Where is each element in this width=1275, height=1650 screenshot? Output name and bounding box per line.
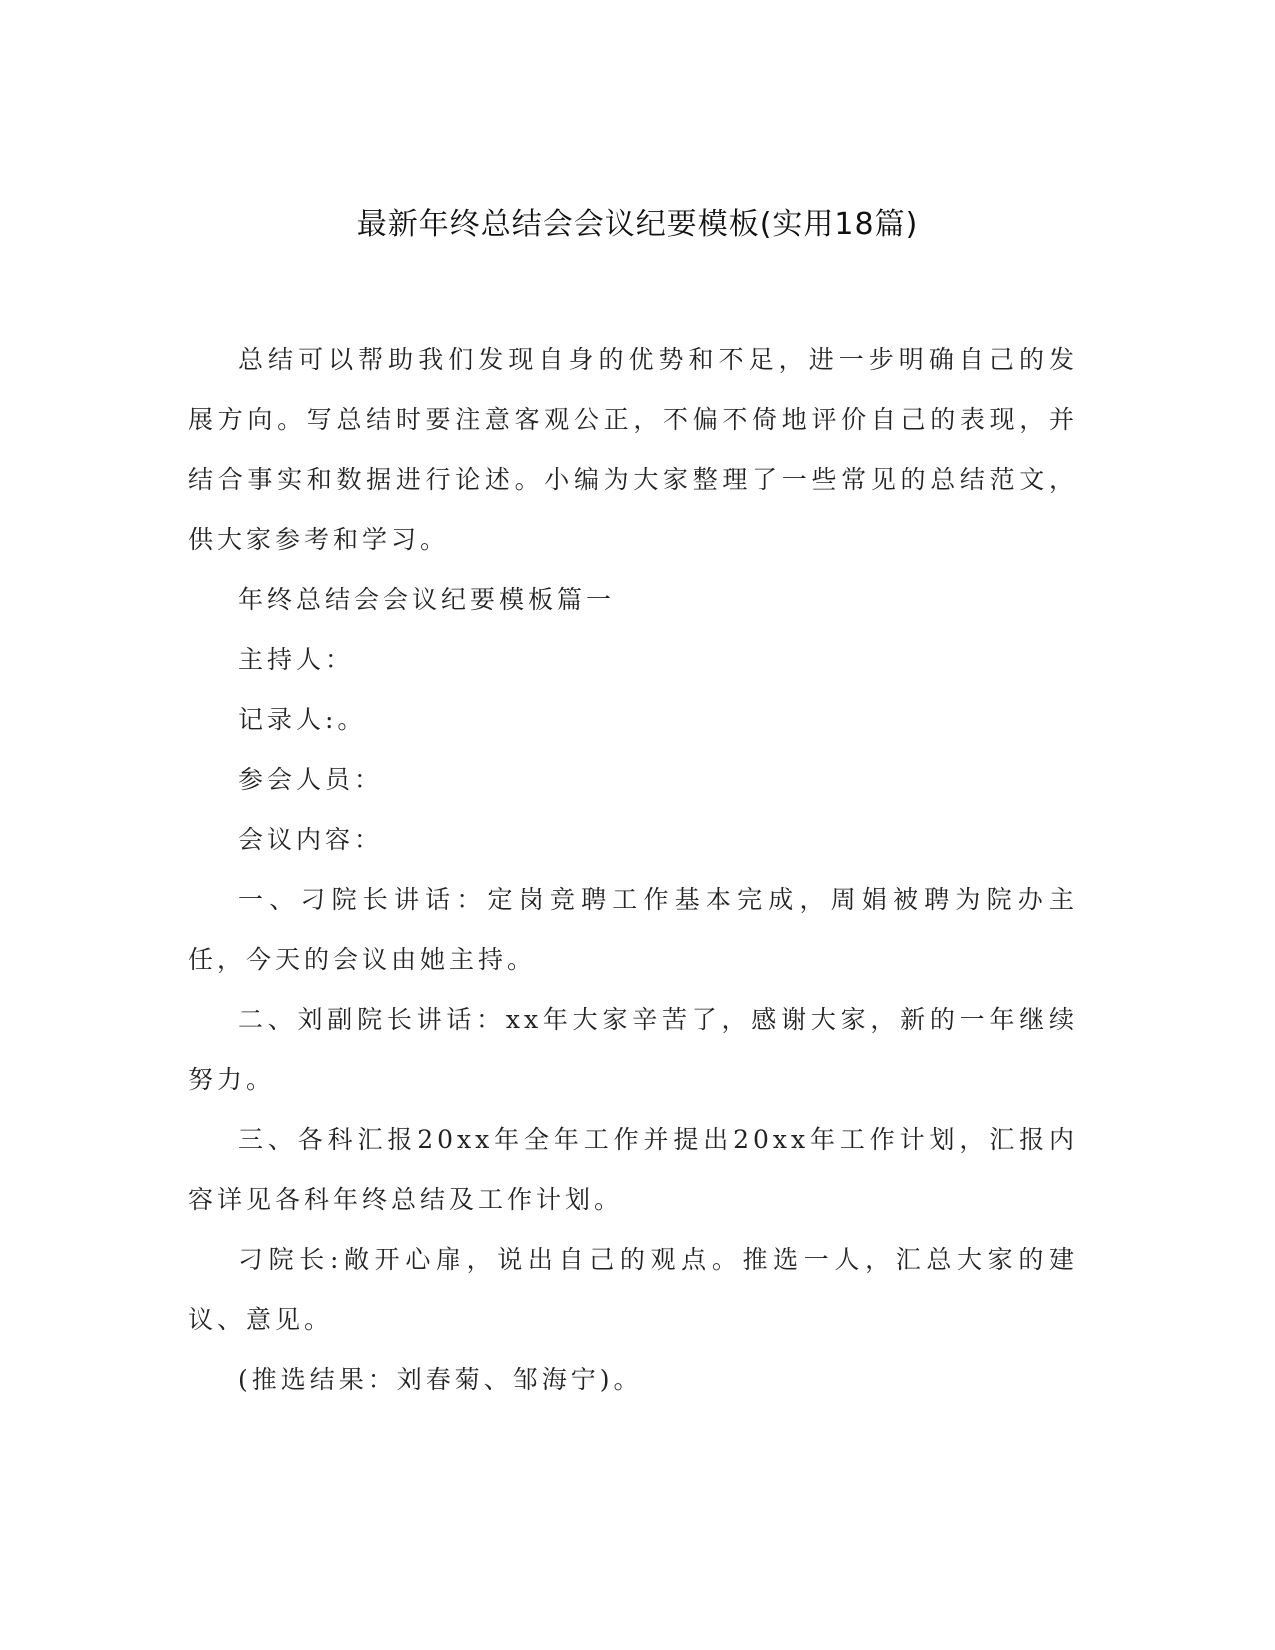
dean-remark: 刁院长:敞开心扉，说出自己的观点。推选一人，汇总大家的建议、意见。 — [188, 1245, 1078, 1334]
attendees-line: 参会人员： — [238, 765, 384, 794]
recorder-line: 记录人:。 — [238, 705, 367, 734]
document-body — [188, 330, 1078, 1410]
election-result: (推选结果：刘春菊、邹海宁)。 — [238, 1365, 643, 1394]
section-heading: 年终总结会会议纪要模板篇一 — [238, 585, 616, 614]
agenda-item-1: 一、刁院长讲话：定岗竞聘工作基本完成，周娟被聘为院办主任，今天的会议由她主持。 — [188, 885, 1078, 974]
agenda-item-3: 三、各科汇报20xx年全年工作并提出20xx年工作计划，汇报内容详见各科年终总结及工作计划。 — [188, 1125, 1078, 1214]
host-line: 主持人： — [238, 645, 355, 674]
document-title: 最新年终总结会会议纪要模板(实用18篇) — [356, 207, 919, 242]
content-line: 会议内容： — [238, 825, 384, 854]
agenda-item-2: 二、刘副院长讲话：xx年大家辛苦了，感谢大家，新的一年继续努力。 — [188, 1005, 1078, 1094]
intro-paragraph: 总结可以帮助我们发现自身的优势和不足，进一步明确自己的发展方向。写总结时要注意客观公正，不偏不倚地评价自己的表现，并结合事实和数据进行论述。小编为大家整理了一些常见的总结范文，供大家参考和学习。 — [188, 345, 1078, 554]
